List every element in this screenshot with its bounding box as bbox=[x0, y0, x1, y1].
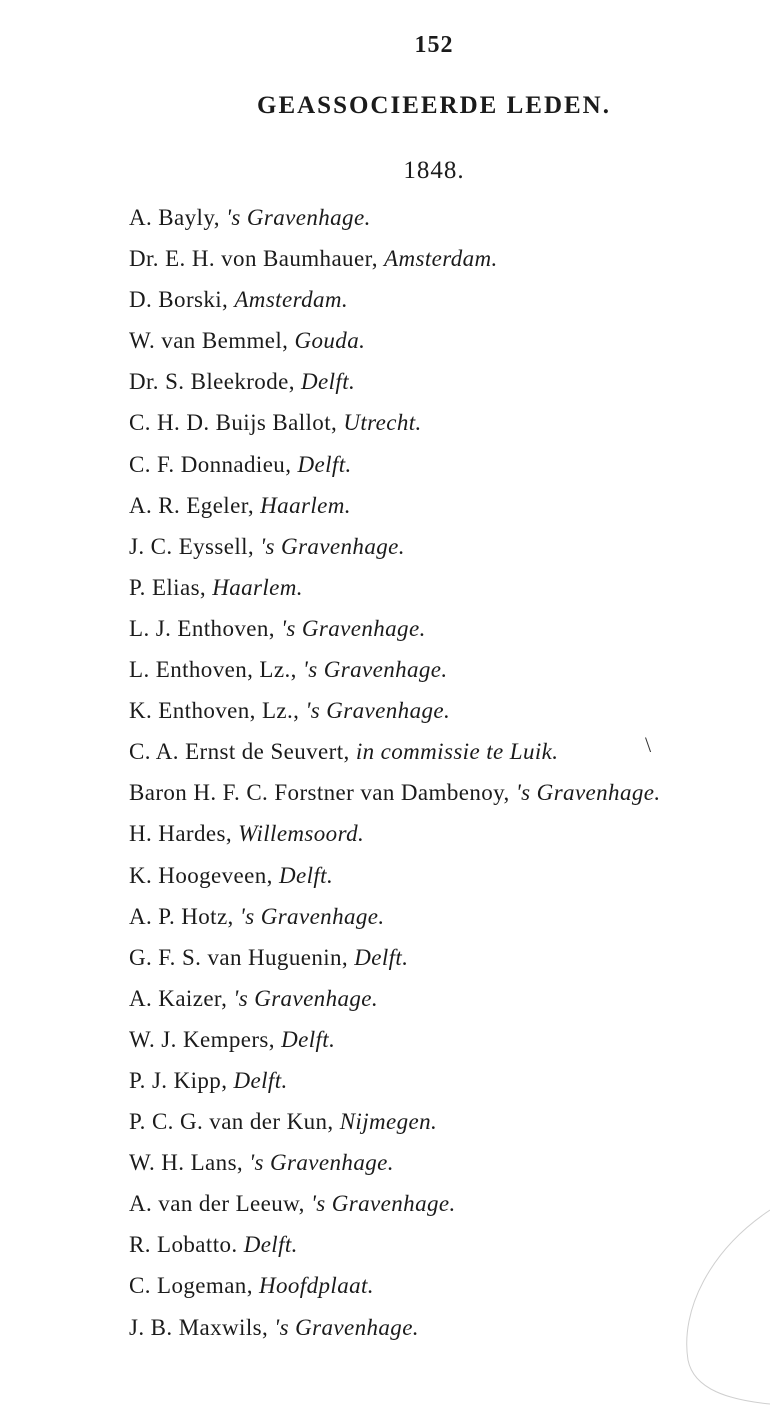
member-place: Utrecht. bbox=[343, 410, 422, 436]
member-entry bbox=[129, 197, 661, 238]
member-name: C. H. D. Buijs Ballot, bbox=[129, 410, 344, 436]
member-name: A. R. Egeler, bbox=[129, 492, 261, 518]
member-entry bbox=[129, 608, 661, 649]
member-name: W. J. Kempers, bbox=[129, 1026, 282, 1052]
margin-mark: \ bbox=[645, 732, 652, 757]
member-entry bbox=[129, 978, 661, 1019]
member-place: 's Gravenhage. bbox=[239, 903, 385, 929]
member-name: C. F. Donnadieu, bbox=[129, 451, 298, 477]
member-entry bbox=[129, 1101, 661, 1142]
member-entry bbox=[129, 1265, 661, 1306]
member-name: D. Borski, bbox=[129, 287, 235, 313]
member-entry bbox=[129, 772, 661, 813]
member-place: 's Gravenhage. bbox=[515, 780, 661, 806]
member-name: L. Enthoven, Lz., bbox=[129, 657, 303, 683]
member-place: Delft. bbox=[354, 944, 409, 970]
member-name: C. A. Ernst de Seuvert, bbox=[129, 739, 356, 765]
member-list bbox=[129, 197, 661, 1348]
member-place: Gouda. bbox=[294, 328, 366, 354]
member-name: W. van Bemmel, bbox=[129, 328, 295, 354]
member-entry bbox=[129, 1183, 661, 1224]
member-entry bbox=[129, 402, 661, 443]
member-name: J. B. Maxwils, bbox=[129, 1314, 275, 1340]
member-name: A. Kaizer, bbox=[129, 985, 234, 1011]
member-place: 's Gravenhage. bbox=[226, 205, 371, 230]
member-place: Delft. bbox=[301, 369, 356, 395]
member-name: A. Bayly, bbox=[129, 205, 227, 230]
member-name: Dr. S. Bleekrode, bbox=[129, 369, 302, 395]
member-entry bbox=[129, 690, 661, 731]
member-name: C. Logeman, bbox=[129, 1273, 259, 1299]
member-place: Amsterdam. bbox=[384, 246, 498, 272]
member-entry bbox=[129, 1224, 661, 1265]
member-place: 's Gravenhage. bbox=[249, 1150, 394, 1176]
member-place: 's Gravenhage. bbox=[233, 985, 379, 1011]
section-heading: GEASSOCIEERDE LEDEN. bbox=[257, 92, 611, 119]
member-entry bbox=[129, 649, 661, 690]
member-entry bbox=[129, 567, 661, 608]
member-place: 's Gravenhage. bbox=[281, 615, 426, 641]
member-place: in commissie te Luik. bbox=[355, 739, 559, 765]
member-name: K. Hoogeveen, bbox=[129, 862, 279, 888]
member-place: Haarlem. bbox=[260, 492, 351, 518]
page-edge-curve bbox=[670, 1190, 770, 1406]
year-heading: 1848. bbox=[403, 157, 465, 184]
member-entry bbox=[129, 320, 661, 361]
member-place: 's Gravenhage. bbox=[302, 657, 448, 683]
member-name: G. F. S. van Huguenin, bbox=[129, 944, 355, 970]
member-place: 's Gravenhage. bbox=[274, 1314, 419, 1340]
member-place: Hoofdplaat. bbox=[259, 1273, 374, 1299]
member-entry bbox=[129, 1019, 661, 1060]
member-entry bbox=[129, 485, 661, 526]
member-place: Delft. bbox=[278, 862, 334, 888]
page-number: 152 bbox=[414, 32, 454, 58]
member-name: A. P. Hotz, bbox=[129, 903, 240, 929]
member-place: Nijmegen. bbox=[339, 1109, 438, 1135]
member-entry bbox=[129, 855, 661, 896]
member-entry bbox=[129, 526, 661, 567]
member-entry bbox=[129, 279, 661, 320]
member-name: A. van der Leeuw, bbox=[129, 1191, 311, 1217]
member-entry bbox=[129, 1060, 661, 1101]
member-place: Delft. bbox=[233, 1067, 288, 1093]
member-name: W. H. Lans, bbox=[129, 1150, 250, 1176]
member-place: Delft. bbox=[297, 451, 352, 477]
member-name: K. Enthoven, Lz., bbox=[129, 698, 306, 724]
member-entry bbox=[129, 813, 661, 854]
member-place: Amsterdam. bbox=[234, 287, 349, 313]
member-name: Baron H. F. C. Forstner van Dambenoy, bbox=[129, 780, 516, 806]
member-name: P. C. G. van der Kun, bbox=[129, 1109, 340, 1135]
member-entry bbox=[129, 238, 661, 279]
member-place: Delft. bbox=[243, 1232, 298, 1258]
member-name: P. Elias, bbox=[129, 574, 213, 600]
member-place: 's Gravenhage. bbox=[310, 1191, 456, 1217]
member-name: L. J. Enthoven, bbox=[129, 615, 282, 641]
member-entry bbox=[129, 361, 661, 402]
member-name: Dr. E. H. von Baumhauer, bbox=[129, 246, 385, 272]
member-place: Willemsoord. bbox=[238, 821, 365, 847]
member-place: Delft. bbox=[281, 1026, 336, 1052]
member-place: Haarlem. bbox=[212, 574, 303, 600]
member-entry bbox=[129, 937, 661, 978]
member-name: H. Hardes, bbox=[129, 821, 239, 847]
member-name: R. Lobatto. bbox=[129, 1232, 244, 1258]
member-entry bbox=[129, 1142, 661, 1183]
member-place: 's Gravenhage. bbox=[260, 533, 405, 559]
member-name: P. J. Kipp, bbox=[129, 1067, 234, 1093]
member-entry bbox=[129, 1307, 661, 1348]
member-place: 's Gravenhage. bbox=[305, 698, 451, 724]
member-name: J. C. Eyssell, bbox=[129, 533, 261, 559]
member-entry bbox=[129, 896, 661, 937]
member-entry bbox=[129, 731, 661, 772]
member-entry bbox=[129, 444, 661, 485]
